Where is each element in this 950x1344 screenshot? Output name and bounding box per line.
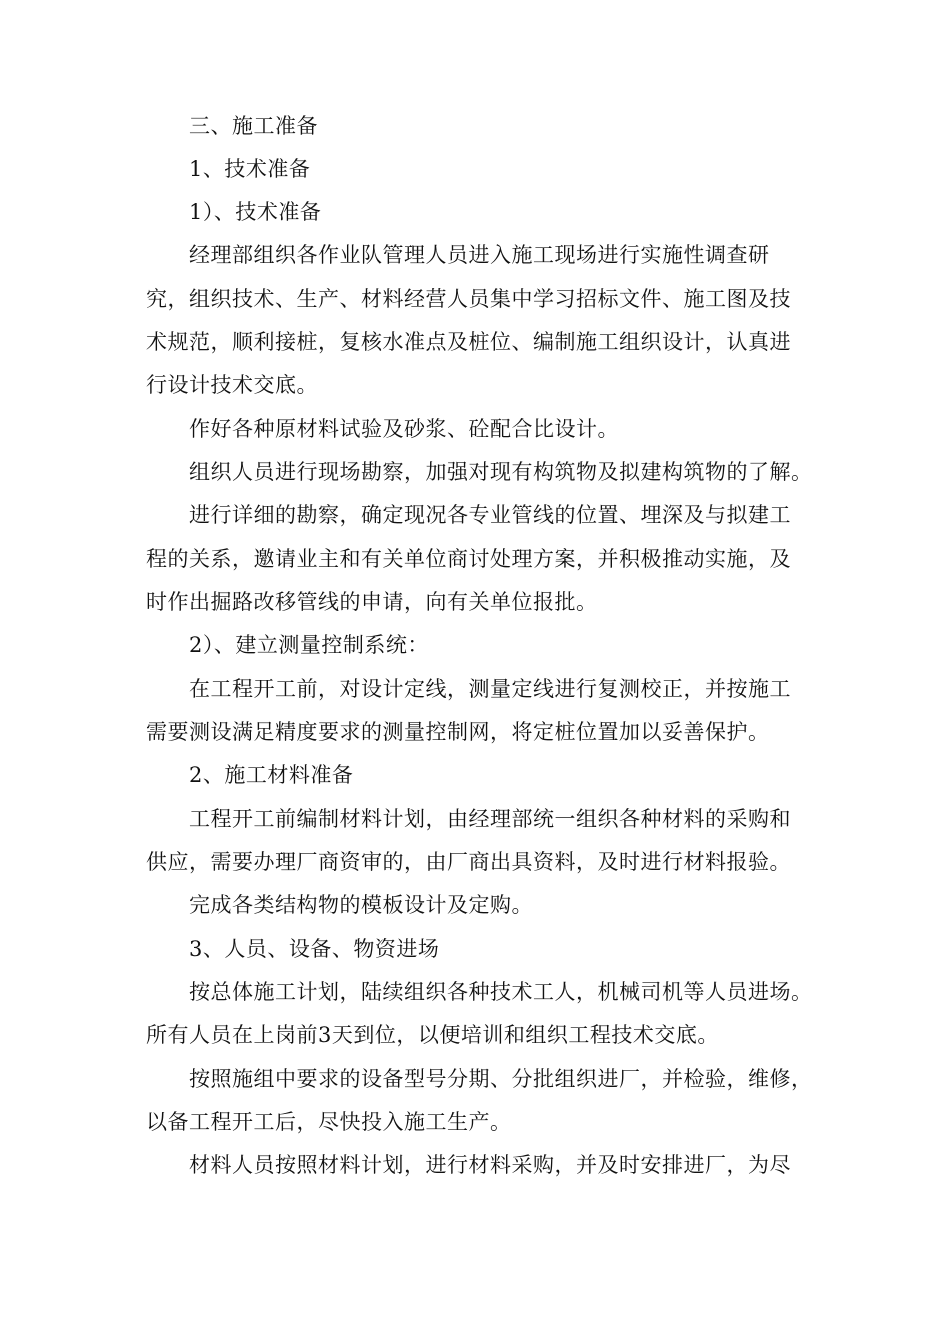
paragraph-line: 在工程开工前，对设计定线，测量定线进行复测校正，并按施工 bbox=[189, 677, 791, 701]
paragraph-line: 工程开工前编制材料计划，由经理部统一组织各种材料的采购和 bbox=[189, 807, 791, 831]
paragraph-line: 以备工程开工后，尽快投入施工生产。 bbox=[146, 1110, 512, 1134]
paragraph-line: 程的关系，邀请业主和有关单位商讨处理方案，并积极推动实施，及 bbox=[146, 547, 791, 571]
paragraph-line: 按照施组中要求的设备型号分期、分批组织进厂，并检验，维修， bbox=[189, 1067, 813, 1091]
subsection-heading: 2、施工材料准备 bbox=[189, 763, 354, 787]
paragraph-line: 组织人员进行现场勘察，加强对现有构筑物及拟建构筑物的了解。 bbox=[189, 460, 813, 484]
paragraph-line: 完成各类结构物的模板设计及定购。 bbox=[189, 893, 533, 917]
paragraph-line: 时作出掘路改移管线的申请，向有关单位报批。 bbox=[146, 590, 598, 614]
paragraph-line: 进行详细的勘察，确定现况各专业管线的位置、埋深及与拟建工 bbox=[189, 503, 791, 527]
paragraph-line: 究，组织技术、生产、材料经营人员集中学习招标文件、施工图及技 bbox=[146, 287, 791, 311]
paragraph-line: 按总体施工计划，陆续组织各种技术工人，机械司机等人员进场。 bbox=[189, 980, 813, 1004]
paragraph-line: 所有人员在上岗前3天到位，以便培训和组织工程技术交底。 bbox=[146, 1023, 719, 1047]
paragraph-line: 行设计技术交底。 bbox=[146, 373, 318, 397]
paragraph-line: 供应，需要办理厂商资审的，由厂商出具资料，及时进行材料报验。 bbox=[146, 850, 791, 874]
paragraph-line: 经理部组织各作业队管理人员进入施工现场进行实施性调查研 bbox=[189, 243, 770, 267]
paragraph-line: 作好各种原材料试验及砂浆、砼配合比设计。 bbox=[189, 417, 619, 441]
subsection-heading: 3、人员、设备、物资进场 bbox=[189, 937, 440, 961]
subsection-heading: 1、技术准备 bbox=[189, 157, 311, 181]
section-heading: 三、施工准备 bbox=[189, 114, 318, 138]
paragraph-line: 材料人员按照材料计划，进行材料采购，并及时安排进厂，为尽 bbox=[189, 1153, 791, 1177]
sub-subsection-heading: 1）、技术准备 bbox=[189, 200, 322, 224]
sub-subsection-heading: 2）、建立测量控制系统： bbox=[189, 633, 429, 657]
paragraph-line: 需要测设满足精度要求的测量控制网，将定桩位置加以妥善保护。 bbox=[146, 720, 770, 744]
paragraph-line: 术规范，顺利接桩，复核水准点及桩位、编制施工组织设计，认真进 bbox=[146, 330, 791, 354]
